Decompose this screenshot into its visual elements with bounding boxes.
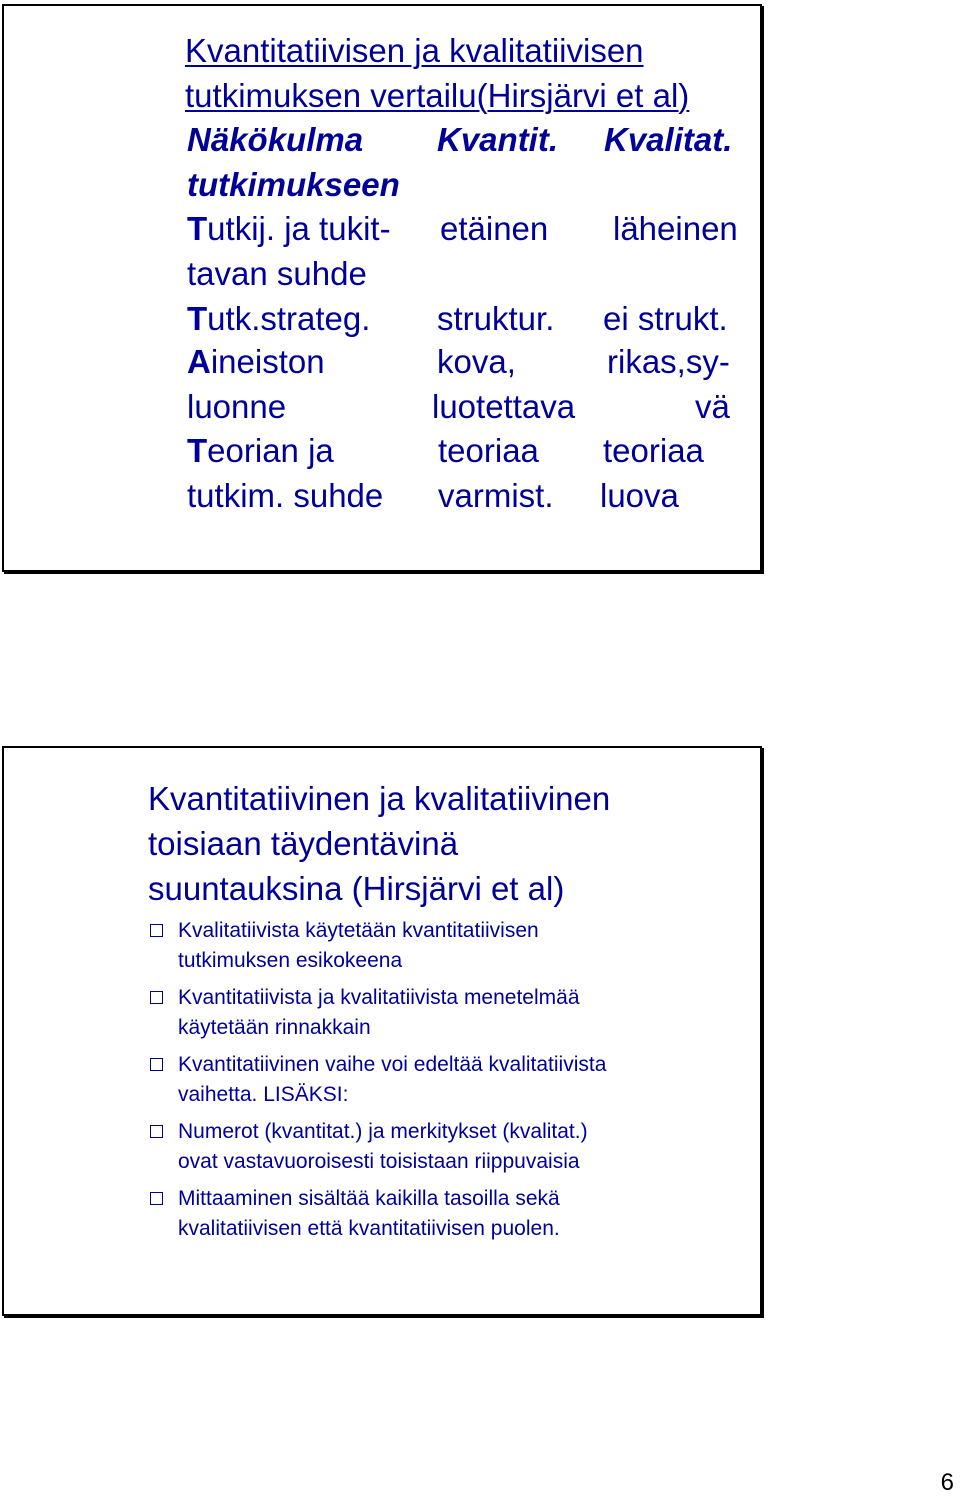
row2-col2: struktur.	[437, 300, 555, 337]
slide2-title-line-1: Kvantitatiivinen ja kvalitatiivinen	[148, 780, 611, 817]
bullet-text-line: Kvalitatiivista käytetään kvantitatiivisen	[178, 919, 539, 942]
square-bullet-icon	[150, 1125, 163, 1138]
header-col1-line1: Näkökulma	[187, 121, 364, 158]
bullet-text-line: vaihetta. LISÄKSI:	[178, 1083, 349, 1106]
row4-col3-line1: teoriaa	[603, 432, 704, 469]
slide1-title-line-2: tutkimuksen vertailu(Hirsjärvi et al)	[185, 77, 690, 114]
list-item	[150, 983, 750, 1043]
bullet-list	[150, 916, 750, 1251]
row4-col2-line2: varmist.	[438, 477, 554, 514]
header-col3: Kvalitat.	[604, 121, 733, 158]
list-item	[150, 1184, 750, 1244]
row2-col1: Tutk.strateg.	[187, 300, 371, 337]
row1-col1-line2: tavan suhde	[187, 255, 367, 292]
slide2-title-line-3: suuntauksina (Hirsjärvi et al)	[148, 870, 565, 907]
bullet-text-line: Kvantitatiivista ja kvalitatiivista menetelmää	[178, 986, 580, 1009]
row3-col1-line1: Aineiston	[187, 343, 325, 380]
bullet-text-line: käytetään rinnakkain	[178, 1016, 371, 1039]
row4-col3-line2: luova	[600, 477, 679, 514]
row3-col2-line1: kova,	[437, 343, 516, 380]
square-bullet-icon	[150, 1192, 163, 1205]
row4-col1-line1: Teorian ja	[187, 432, 334, 469]
slide2-title-line-2: toisiaan täydentävinä	[148, 825, 459, 862]
slide2-title	[148, 776, 728, 911]
header-col1-line2: tutkimukseen	[187, 166, 400, 203]
bullet-text-line: kvalitatiivisen että kvantitatiivisen puolen.	[178, 1217, 560, 1240]
bullet-text-line: tutkimuksen esikokeena	[178, 949, 403, 972]
row1-col3: läheinen	[613, 210, 738, 247]
bullet-text-line: Mittaaminen sisältää kaikilla tasoilla sekä	[178, 1187, 560, 1210]
list-item	[150, 1117, 750, 1177]
bullet-text-line: ovat vastavuoroisesti toisistaan riippuvaisia	[178, 1150, 580, 1173]
row2-col3: ei strukt.	[603, 300, 728, 337]
row3-col1-line2: luonne	[187, 388, 287, 425]
square-bullet-icon	[150, 924, 163, 937]
row1-col1-line1: Tutkij. ja tukit-	[187, 210, 391, 247]
row4-col1-line2: tutkim. suhde	[187, 477, 384, 514]
square-bullet-icon	[150, 1058, 163, 1071]
row3-col2-line2: luotettava	[432, 388, 576, 425]
list-item	[150, 1050, 750, 1110]
slide1-title-line-1: Kvantitatiivisen ja kvalitatiivisen	[185, 32, 644, 69]
square-bullet-icon	[150, 991, 163, 1004]
bullet-text-line: Kvantitatiivinen vaihe voi edeltää kvalitatiivista	[178, 1053, 607, 1076]
row1-col2: etäinen	[440, 210, 549, 247]
page-number: 6	[940, 1469, 954, 1496]
row3-col3-line2: vä	[695, 388, 730, 425]
bullet-text-line: Numerot (kvantitat.) ja merkitykset (kvalitat.)	[178, 1120, 588, 1143]
list-item	[150, 916, 750, 976]
header-col2: Kvantit.	[437, 121, 559, 158]
row3-col3-line1: rikas,sy-	[607, 343, 730, 380]
row4-col2-line1: teoriaa	[438, 432, 539, 469]
